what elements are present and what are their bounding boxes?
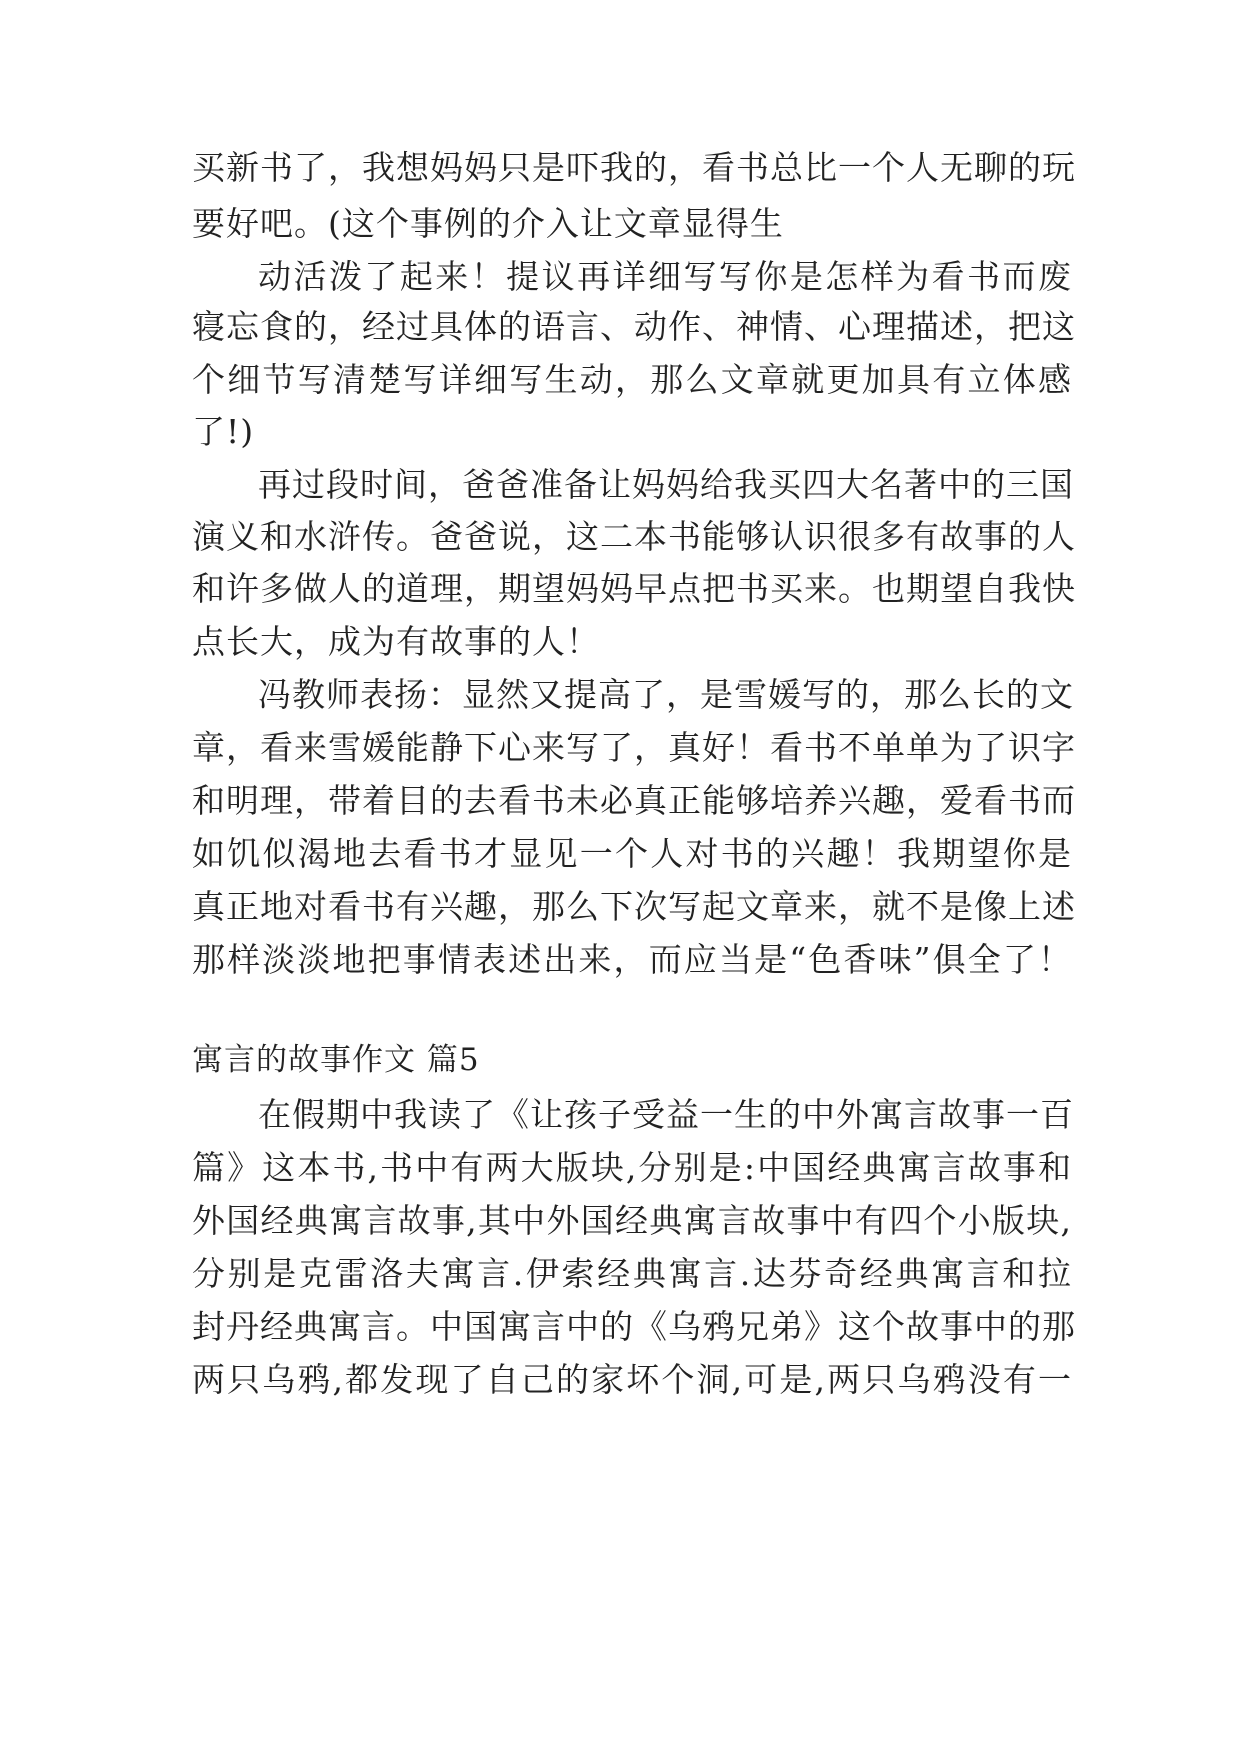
text-line: 那样淡淡地把事情表述出来，而应当是“色香味”俱全了！ bbox=[192, 940, 1072, 979]
text-line: 两只乌鸦,都发现了自己的家坏个洞,可是,两只乌鸦没有一 bbox=[192, 1360, 1072, 1399]
text-line: 个细节写清楚写详细写生动，那么文章就更加具有立体感 bbox=[192, 360, 1072, 399]
text-line: 演义和水浒传。爸爸说，这二本书能够认识很多有故事的人 bbox=[192, 517, 1076, 556]
text-line: 买新书了，我想妈妈只是吓我的，看书总比一个人无聊的玩 bbox=[192, 148, 1076, 187]
text-line: 分别是克雷洛夫寓言.伊索经典寓言.达芬奇经典寓言和拉 bbox=[192, 1254, 1072, 1293]
section-heading: 寓言的故事作文 篇5 bbox=[192, 1042, 480, 1078]
text-line: 了!) bbox=[192, 412, 255, 451]
text-line: 如饥似渴地去看书才显见一个人对书的兴趣！我期望你是 bbox=[192, 834, 1072, 873]
text-line: 点长大，成为有故事的人！ bbox=[192, 622, 600, 661]
text-line: 章，看来雪媛能静下心来写了，真好！看书不单单为了识字 bbox=[192, 728, 1076, 767]
text-line: 封丹经典寓言。中国寓言中的《乌鸦兄弟》这个故事中的那 bbox=[192, 1307, 1076, 1346]
text-line: 和许多做人的道理，期望妈妈早点把书买来。也期望自我快 bbox=[192, 569, 1076, 608]
text-line: 寝忘食的，经过具体的语言、动作、神情、心理描述，把这 bbox=[192, 307, 1076, 346]
text-line: 和明理，带着目的去看书未必真正能够培养兴趣，爱看书而 bbox=[192, 781, 1076, 820]
text-line: 真正地对看书有兴趣，那么下次写起文章来，就不是像上述 bbox=[192, 887, 1076, 926]
text-line: 要好吧。(这个事例的介入让文章显得生 bbox=[192, 204, 784, 243]
text-line: 篇》这本书,书中有两大版块,分别是:中国经典寓言故事和 bbox=[192, 1148, 1072, 1187]
text-line: 再过段时间，爸爸准备让妈妈给我买四大名著中的三国 bbox=[258, 465, 1074, 504]
text-line: 动活泼了起来！提议再详细写写你是怎样为看书而废 bbox=[258, 257, 1072, 296]
text-line: 冯教师表扬：显然又提高了，是雪媛写的，那么长的文 bbox=[258, 675, 1074, 714]
text-line: 外国经典寓言故事,其中外国经典寓言故事中有四个小版块, bbox=[192, 1201, 1072, 1240]
text-line: 在假期中我读了《让孩子受益一生的中外寓言故事一百 bbox=[258, 1095, 1074, 1134]
